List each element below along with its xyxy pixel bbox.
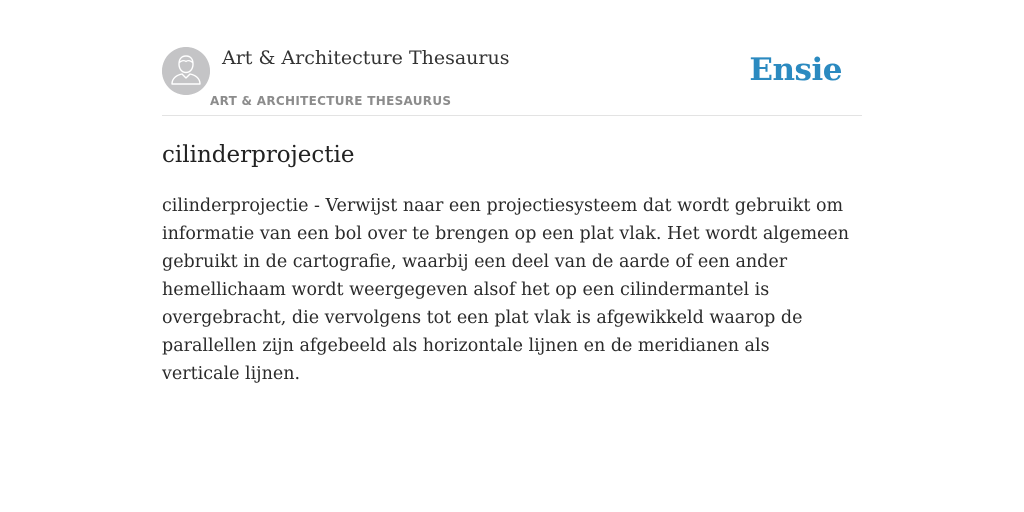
entry-term: cilinderprojectie — [162, 142, 355, 168]
header — [162, 0, 862, 116]
source-subtitle[interactable]: ART & ARCHITECTURE THESAURUS — [210, 94, 452, 108]
avatar[interactable] — [162, 47, 210, 95]
content-container — [162, 0, 862, 384]
source-title[interactable]: Art & Architecture Thesaurus — [222, 47, 510, 69]
entry-definition: cilinderprojectie - Verwijst naar een projectiesysteem dat wordt gebruikt om informatie van een bol over te brengen op een plat vlak. Het wordt algemeen gebruikt in de cartografie, waarbij een deel van de aarde of een ander hemellichaam wordt weergegeven alsof het op een cilindermantel is overgebracht, die vervolgens tot een plat vlak is afgewikkeld waarop de parallellen zijn afgebeeld als horizontale lijnen en de meridianen als verticale lijnen. — [162, 196, 850, 384]
ensie-logo-link[interactable]: Ensie — [749, 52, 842, 88]
user-silhouette-icon — [162, 47, 210, 95]
